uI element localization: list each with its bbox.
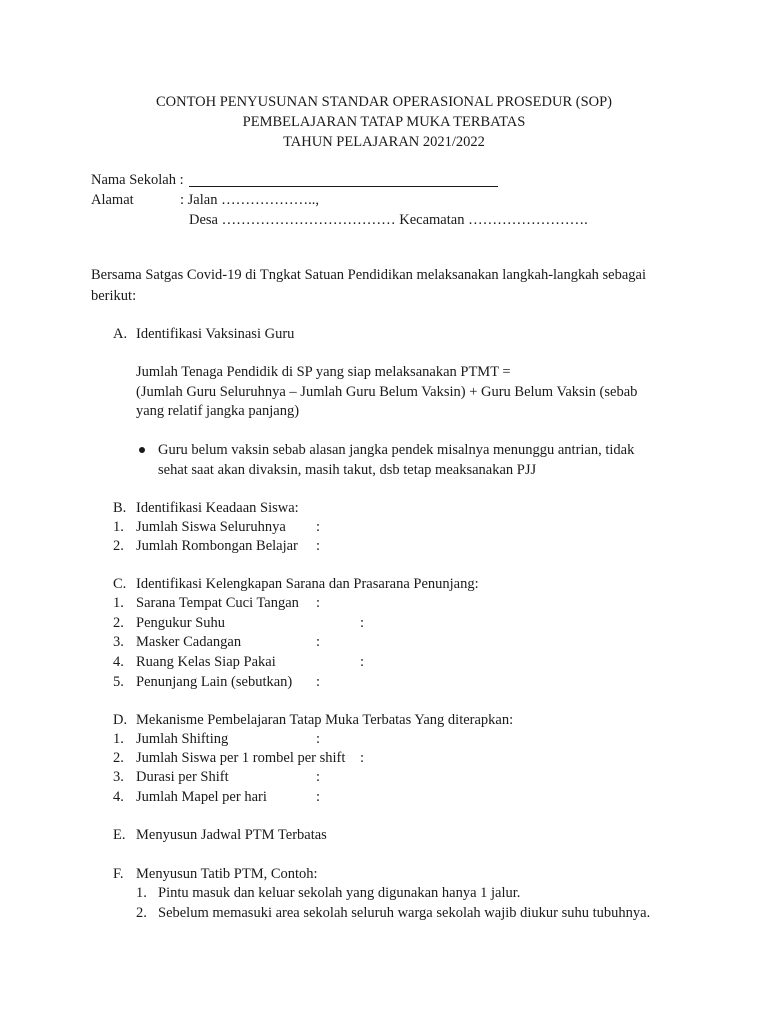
- section-c-item-colon: :: [360, 615, 365, 631]
- section-c-item-label: Penunjang Lain (sebutkan): [136, 674, 293, 690]
- section-c-item-num: 2.: [113, 615, 124, 631]
- section-f-marker: F.: [113, 866, 124, 882]
- section-d-item-num: 2.: [113, 750, 124, 766]
- bullet-icon: [139, 447, 145, 453]
- section-c-item-label: Ruang Kelas Siap Pakai: [136, 654, 276, 670]
- section-f-item-num: 2.: [136, 905, 147, 921]
- section-b-title: Identifikasi Keadaan Siswa:: [136, 500, 299, 516]
- intro-line-1: Bersama Satgas Covid-19 di Tngkat Satuan Pendidikan melaksanakan langkah-langkah sebagai: [91, 267, 647, 283]
- section-d-item-label: Durasi per Shift: [136, 769, 229, 785]
- section-f-item-label: Pintu masuk dan keluar sekolah yang digunakan hanya 1 jalur.: [158, 885, 521, 901]
- section-c-title: Identifikasi Kelengkapan Sarana dan Prasarana Penunjang:: [136, 576, 479, 592]
- section-a-formula-1: Jumlah Tenaga Pendidik di SP yang siap melaksanakan PTMT =: [136, 364, 511, 380]
- section-c-item-num: 1.: [113, 595, 124, 611]
- section-b-item-label: Jumlah Rombongan Belajar: [136, 538, 298, 554]
- section-b-item-colon: :: [316, 519, 321, 535]
- section-d-item-label: Jumlah Mapel per hari: [136, 789, 267, 805]
- section-f-item-label: Sebelum memasuki area sekolah seluruh warga sekolah wajib diukur suhu tubuhnya.: [158, 905, 651, 921]
- alamat-label: Alamat: [91, 192, 134, 208]
- section-b-item-num: 1.: [113, 519, 124, 535]
- section-c-item-colon: :: [316, 595, 321, 611]
- section-d-item-label: Jumlah Siswa per 1 rombel per shift: [136, 750, 346, 766]
- section-a-bullet-line-1: Guru belum vaksin sebab alasan jangka pendek misalnya menunggu antrian, tidak: [158, 442, 635, 458]
- section-b-item-colon: :: [316, 538, 321, 554]
- section-c-item-label: Masker Cadangan: [136, 634, 242, 650]
- alamat-desa-kecamatan: Desa ……………………………… Kecamatan …………………….: [189, 212, 588, 228]
- section-a-formula-3: yang relatif jangka panjang): [136, 403, 300, 419]
- section-a-marker: A.: [113, 326, 128, 342]
- section-c-item-colon: :: [316, 634, 321, 650]
- section-a-title: Identifikasi Vaksinasi Guru: [136, 326, 295, 342]
- section-c-item-label: Pengukur Suhu: [136, 615, 226, 631]
- section-d-item-num: 4.: [113, 789, 124, 805]
- doc-title-line-2: PEMBELAJARAN TATAP MUKA TERBATAS: [242, 114, 526, 130]
- doc-title-line-3: TAHUN PELAJARAN 2021/2022: [283, 134, 485, 150]
- section-d-item-num: 3.: [113, 769, 124, 785]
- section-c-item-label: Sarana Tempat Cuci Tangan: [136, 595, 299, 611]
- nama-sekolah-field[interactable]: [189, 186, 498, 187]
- section-a-formula-2: (Jumlah Guru Seluruhnya – Jumlah Guru Belum Vaksin) + Guru Belum Vaksin (sebab: [136, 384, 638, 400]
- section-f-item-num: 1.: [136, 885, 147, 901]
- intro-line-2: berikut:: [91, 288, 137, 304]
- section-e-marker: E.: [113, 827, 126, 843]
- section-e-title: Menyusun Jadwal PTM Terbatas: [136, 827, 327, 843]
- alamat-jalan: : Jalan ………………..,: [180, 192, 319, 208]
- section-b-item-num: 2.: [113, 538, 124, 554]
- section-b-marker: B.: [113, 500, 127, 516]
- section-d-item-colon: :: [316, 789, 321, 805]
- section-d-item-colon: :: [316, 731, 321, 747]
- doc-title-line-1: CONTOH PENYUSUNAN STANDAR OPERASIONAL PROSEDUR (SOP): [155, 94, 613, 110]
- section-f-title: Menyusun Tatib PTM, Contoh:: [136, 866, 318, 882]
- section-c-item-num: 4.: [113, 654, 124, 670]
- section-c-marker: C.: [113, 576, 127, 592]
- section-d-title: Mekanisme Pembelajaran Tatap Muka Terbatas Yang diterapkan:: [136, 712, 514, 728]
- section-a-bullet-line-2: sehat saat akan divaksin, masih takut, dsb tetap meaksanakan PJJ: [158, 462, 537, 478]
- section-c-item-colon: :: [360, 654, 365, 670]
- section-d-item-num: 1.: [113, 731, 124, 747]
- section-d-item-colon: :: [360, 750, 365, 766]
- section-c-item-num: 5.: [113, 674, 124, 690]
- section-b-item-label: Jumlah Siswa Seluruhnya: [136, 519, 286, 535]
- nama-sekolah-label: Nama Sekolah :: [91, 172, 184, 188]
- section-c-item-num: 3.: [113, 634, 124, 650]
- section-d-item-label: Jumlah Shifting: [136, 731, 229, 747]
- section-c-item-colon: :: [316, 674, 321, 690]
- section-d-marker: D.: [113, 712, 128, 728]
- section-d-item-colon: :: [316, 769, 321, 785]
